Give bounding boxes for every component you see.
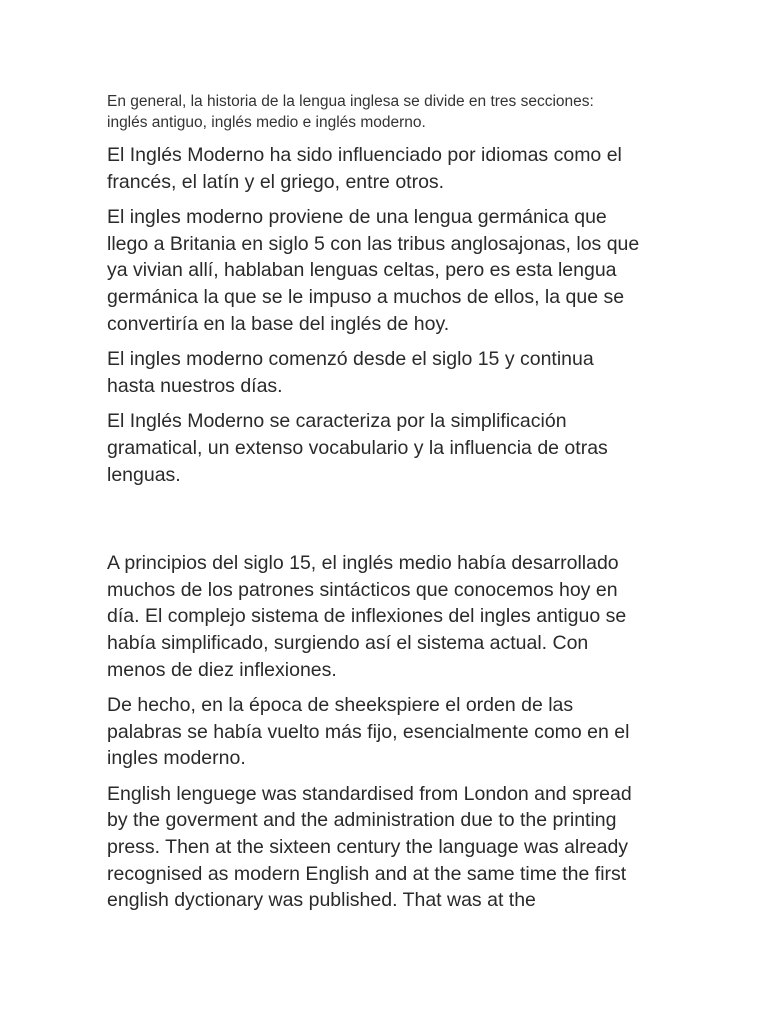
- paragraph-middle-english: A principios del siglo 15, el inglés medio había desarrollado muchos de los patrones sintácticos que conocemos hoy en día. El complejo sistema de inflexiones del ingles antiguo se había simplificado, surgiendo así el sistema actual. Con menos de diez inflexiones.: [107, 552, 627, 681]
- paragraph-influences: El Inglés Moderno ha sido influenciado por idiomas como el francés, el latín y el griego, entre otros.: [107, 144, 622, 193]
- paragraph-start-date: El ingles moderno comenzó desde el siglo 15 y continua hasta nuestros días.: [107, 348, 594, 397]
- paragraph-characteristics: El Inglés Moderno se caracteriza por la simplificación gramatical, un extenso vocabulario y la influencia de otras lenguas.: [107, 410, 608, 486]
- paragraph-word-order: De hecho, en la época de sheekspiere el orden de las palabras se había vuelto más fijo, esencialmente como en el ingles moderno.: [107, 694, 630, 770]
- paragraph-origin: El ingles moderno proviene de una lengua germánica que llego a Britania en siglo 5 con las tribus anglosajonas, los que ya vivian allí, hablaban lenguas celtas, pero es esta lengua germánica la que se le impuso a muchos de ellos, la que se convertiría en la base del inglés de hoy.: [107, 206, 640, 335]
- paragraph-gap: [107, 497, 667, 550]
- paragraph-standardisation: English lenguege was standardised from London and spread by the goverment and the administration due to the printing press. Then at the sixteen century the language was already recognised as modern English and at the same time the first english dyctionary was published. That was at the: [107, 782, 632, 912]
- intro-paragraph: En general, la historia de la lengua inglesa se divide en tres secciones: inglés antiguo, inglés medio e inglés moderno.: [107, 93, 594, 131]
- document-page: [107, 91, 667, 923]
